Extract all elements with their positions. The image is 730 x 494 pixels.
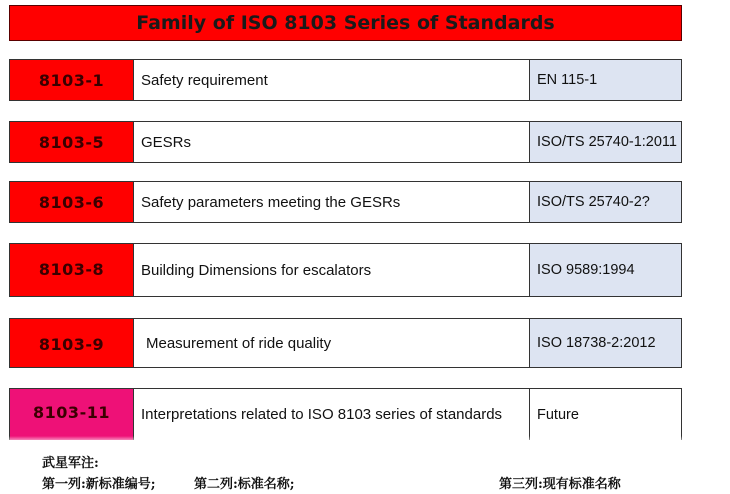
page-title: Family of ISO 8103 Series of Standards: [9, 5, 682, 41]
standard-row: [9, 59, 682, 101]
standard-description: GESRs: [141, 133, 192, 151]
note-column-1: 第一列:新标准编号;: [42, 477, 156, 492]
standard-code: 8103-8: [10, 244, 134, 296]
standard-row: [9, 388, 682, 440]
standard-row: [9, 181, 682, 223]
standard-reference: ISO 18738-2:2012: [529, 319, 681, 367]
standard-code: 8103-11: [10, 389, 134, 440]
standard-row: [9, 318, 682, 368]
standard-code: 8103-6: [10, 182, 134, 222]
standard-code: 8103-9: [10, 319, 134, 367]
standard-reference: Future: [529, 389, 681, 440]
standard-row: [9, 243, 682, 297]
standard-description: Measurement of ride quality: [146, 334, 332, 352]
note-column-3: 第三列:现有标准名称: [499, 477, 621, 492]
standard-code: 8103-5: [10, 122, 134, 162]
standard-description: Interpretations related to ISO 8103 series of standards: [141, 406, 503, 423]
standard-code: 8103-1: [10, 60, 134, 100]
standard-description: Safety parameters meeting the GESRs: [141, 193, 401, 211]
note-author: 武星军注:: [42, 456, 99, 471]
note-column-2: 第二列:标准名称;: [194, 477, 295, 492]
standard-reference: ISO/TS 25740-1:2011: [529, 122, 681, 162]
standard-row: [9, 121, 682, 163]
standard-description: Safety requirement: [141, 71, 268, 89]
standard-description: Building Dimensions for escalators: [141, 261, 372, 279]
standard-reference: ISO/TS 25740-2?: [529, 182, 681, 222]
standard-reference: ISO 9589:1994: [529, 244, 681, 296]
standard-reference: EN 115-1: [529, 60, 681, 100]
bottom-fade: [0, 436, 730, 444]
